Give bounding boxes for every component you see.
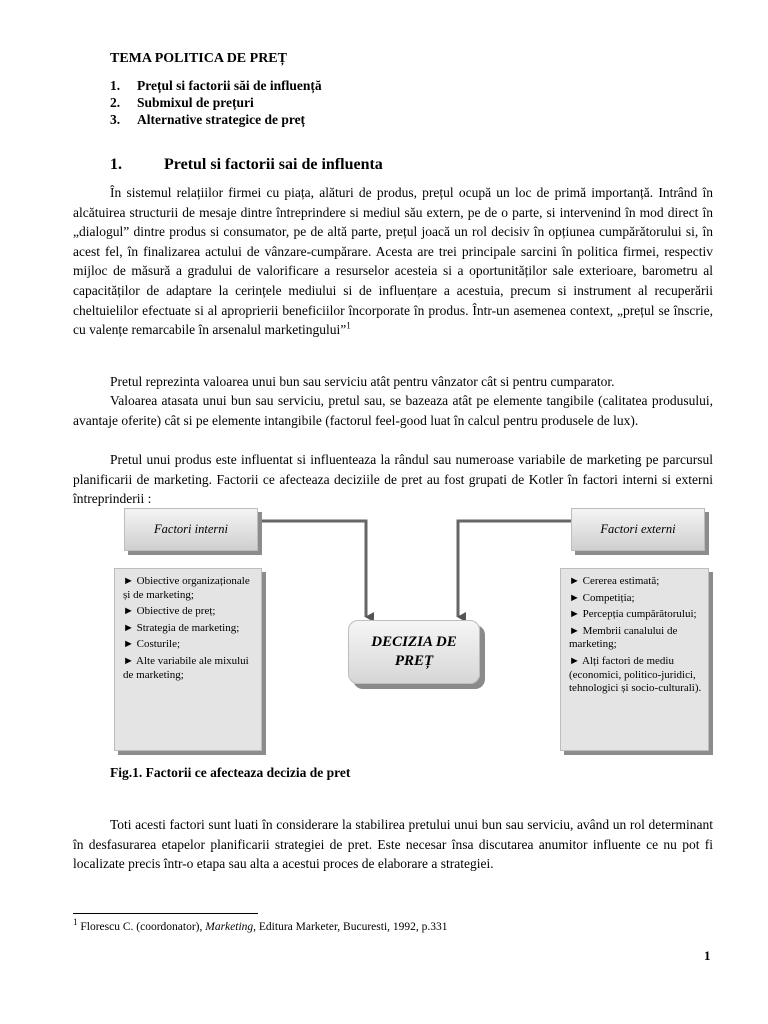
external-arrow bbox=[458, 521, 571, 617]
footnote: $^1$ Florescu C. (coordonator), Marketing, Editura Marketer, Bucuresti, 1992, p.331 bbox=[73, 917, 448, 933]
price-decision-box: DECIZIA DE PREȚ bbox=[348, 620, 480, 684]
internal-arrow bbox=[256, 521, 366, 617]
section-heading: 1. Pretul si factorii sai de influenta bbox=[110, 156, 383, 173]
list-item: ► Costurile; bbox=[123, 638, 181, 651]
paragraph-value: Valoarea atasata unui bun sau serviciu, pretul sau, se bazeaza atât pe elemente tangibile (calitatea produsului, avantaje oferite) cât si pe elemente intangibile (factorul feel-good luat în calcul pentru produsele de lux). bbox=[73, 393, 713, 428]
external-factors-header: Factori externi bbox=[571, 508, 705, 551]
footnote-divider bbox=[73, 913, 258, 914]
paragraph-definition: Pretul reprezinta valoarea unui bun sau serviciu atât pentru vânzator cât si pentru cumparator. bbox=[110, 374, 615, 389]
document-title: TEMA POLITICA DE PREȚ bbox=[110, 51, 287, 66]
factors-diagram bbox=[110, 505, 716, 755]
footnote-ref: 1 bbox=[346, 320, 351, 331]
list-item: ► Competiția; bbox=[569, 591, 635, 604]
external-factors-list bbox=[560, 568, 709, 751]
list-item: ► Percepția cumpărătorului; bbox=[569, 608, 697, 621]
internal-factors-list bbox=[114, 568, 262, 751]
paragraph-intro: În sistemul relațiilor firmei cu piața, alături de produs, prețul ocupă un loc de primă importanță. Intrând în alcătuirea structurii de mesaje dintre întreprindere si mediul său extern, pe de o parte, si intervenind în mod direct în „dialogul” dintre produs si consumator, pe de altă parte, prețul joacă un rol decisiv în opțiunea cumpărătorului si, în acest fel, în finalizarea actului de vânzare-cumpărare. Acesta are trei principale sarcini în politica firmei, respectiv mijloc de măsură a gradului de valorificare a resurselor acesteia si a oportunităților sale exterioare, barometru al capacităților de adaptare la cerințele mediului si de influențare a acestuia, precum si instrument al recuperării cheltuielilor efectuate si al aproprierii beneficiilor încorporate în produs. Într-un asemenea context, „prețul se înscrie, cu valențe remarcabile în arsenalul marketingului”$^1$ bbox=[73, 185, 713, 338]
list-item: ► Alte variabile ale mixului de marketing; bbox=[123, 654, 249, 681]
internal-factors-header: Factori interni bbox=[124, 508, 258, 551]
list-item: ► Alți factori de mediu (economici, politico-juridici, tehnologici și socio-culturali). bbox=[569, 654, 702, 695]
paragraph-kotler: Pretul unui produs este influentat si influenteaza la rândul sau numeroase variabile de marketing pe parcursul planificarii de marketing. Factorii ce afecteaza deciziile de pret au fost grupati de Kotler în factori interni si externi întreprinderii : bbox=[73, 452, 713, 507]
toc-item: 1. Prețul si factorii săi de influență bbox=[110, 78, 322, 93]
list-item: ► Membrii canalului de marketing; bbox=[569, 624, 678, 651]
table-of-contents bbox=[110, 77, 322, 128]
page-number: 1 bbox=[704, 948, 711, 963]
paragraph-conclusion: Toti acesti factori sunt luati în considerare la stabilirea pretului unui bun sau serviciu, având un rol determinant în desfasurarea etapelor planificarii strategiei de pret. Este necesar însa discutarea anumitor influente ce nu pot fi localizate precis într-o etapa sau alta a acestui proces de elaborare a strategiei. bbox=[73, 817, 713, 872]
list-item: ► Obiective de preț; bbox=[123, 605, 216, 618]
list-item: ► Cererea estimată; bbox=[569, 575, 660, 587]
list-item: ► Strategia de marketing; bbox=[123, 621, 240, 634]
toc-item: 3. Alternative strategice de preț bbox=[110, 112, 306, 127]
figure-caption: Fig.1. Factorii ce afecteaza decizia de pret bbox=[110, 765, 351, 780]
toc-item: 2. Submixul de prețuri bbox=[110, 95, 254, 110]
list-item: ► Obiective organizaționale și de marketing; bbox=[123, 575, 250, 601]
